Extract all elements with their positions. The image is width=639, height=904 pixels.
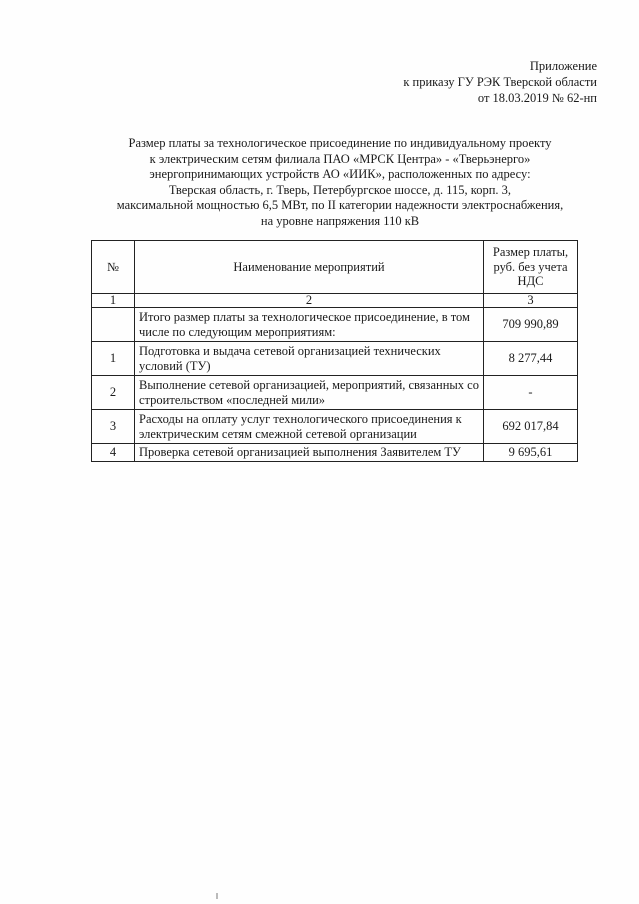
index-col-2: 2 xyxy=(135,294,484,308)
table-header-row xyxy=(92,241,578,294)
row-activity-name: Подготовка и выдача сетевой организацией технических условий (ТУ) xyxy=(135,342,484,376)
heading-line-2: к электрическим сетям филиала ПАО «МРСК Центра» - «Тверьэнерго» xyxy=(149,151,531,166)
row-number xyxy=(92,308,135,342)
row-number: 3 xyxy=(92,410,135,444)
row-fee-amount: 8 277,44 xyxy=(484,342,578,376)
heading-line-3: энергопринимающих устройств АО «ИИК», расположенных по адресу: xyxy=(149,167,531,181)
appendix-order-reference: к приказу ГУ РЭК Тверской области xyxy=(403,75,597,89)
table-row xyxy=(92,410,578,444)
index-col-3: 3 xyxy=(484,294,578,308)
header-activity-name: Наименование мероприятий xyxy=(135,241,484,294)
document-heading xyxy=(86,136,594,229)
index-col-1: 1 xyxy=(92,294,135,308)
row-fee-amount: 9 695,61 xyxy=(484,444,578,462)
row-activity-name: Расходы на оплату услуг технологического присоединения к электрическим сетям смежной сетевой организации xyxy=(135,410,484,444)
row-activity-name: Проверка сетевой организацией выполнения Заявителем ТУ xyxy=(135,444,484,462)
row-activity-name: Выполнение сетевой организацией, мероприятий, связанных со строительством «последней мили» xyxy=(135,376,484,410)
fee-table xyxy=(91,240,578,462)
row-fee-amount: 709 990,89 xyxy=(484,308,578,342)
table-row xyxy=(92,444,578,462)
appendix-order-date: от 18.03.2019 № 62-нп xyxy=(477,91,597,105)
table-row-total xyxy=(92,308,578,342)
row-fee-amount: 692 017,84 xyxy=(484,410,578,444)
table-row xyxy=(92,342,578,376)
row-number: 1 xyxy=(92,342,135,376)
row-activity-name: Итого размер платы за технологическое присоединение, в том числе по следующим мероприятиям: xyxy=(135,308,484,342)
scan-artifact xyxy=(216,893,218,899)
row-number: 4 xyxy=(92,444,135,462)
appendix-title: Приложение xyxy=(529,59,597,73)
row-fee-amount: - xyxy=(484,376,578,410)
heading-line-4: Тверская область, г. Тверь, Петербургское шоссе, д. 115, корп. 3, xyxy=(168,182,512,197)
heading-line-1: Размер платы за технологическое присоединение по индивидуальному проекту xyxy=(128,136,552,150)
heading-line-6: на уровне напряжения 110 кВ xyxy=(260,213,420,228)
table-row xyxy=(92,376,578,410)
heading-line-5: максимальной мощностью 6,5 МВт, по II категории надежности электроснабжения, xyxy=(116,198,564,212)
table-index-row xyxy=(92,294,578,308)
row-number: 2 xyxy=(92,376,135,410)
header-fee-amount: Размер платы, руб. без учета НДС xyxy=(484,241,578,294)
header-number: № xyxy=(92,241,135,294)
appendix-reference xyxy=(403,58,597,106)
